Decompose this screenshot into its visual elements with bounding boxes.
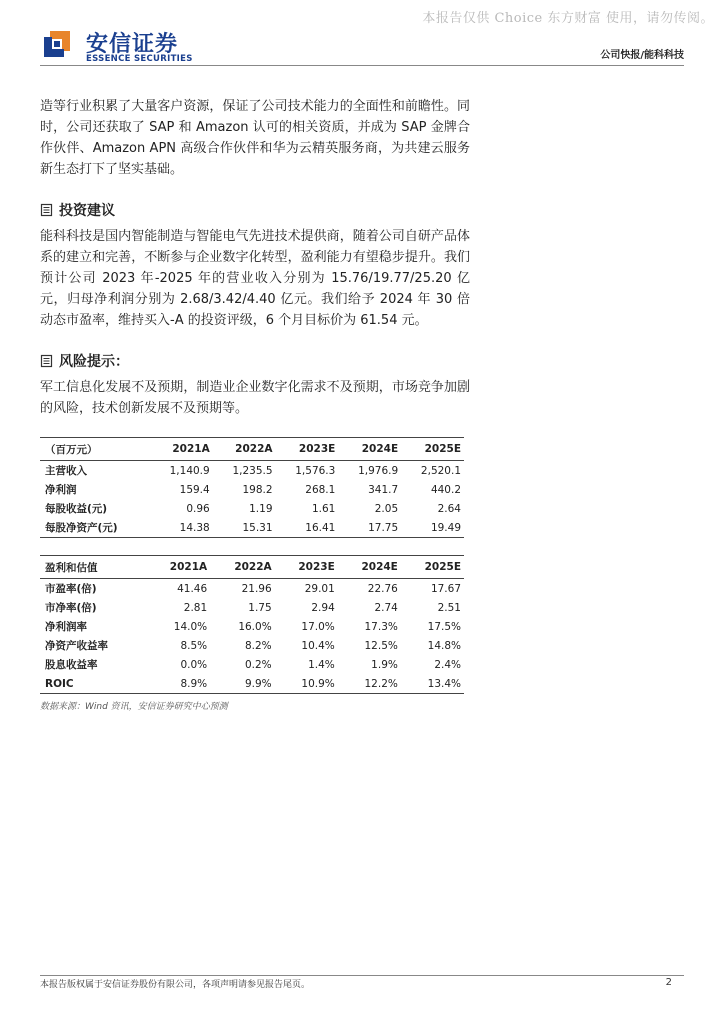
- table-cell: 22.76: [367, 582, 398, 595]
- table-cell: 2.05: [374, 502, 399, 515]
- table-header-cell: 2022A: [213, 438, 276, 461]
- table-cell: 2.64: [437, 502, 461, 515]
- table-cell: 0.2%: [244, 658, 272, 671]
- table-cell: 1.75: [248, 601, 272, 614]
- table-cell: 14.38: [150, 518, 213, 538]
- brand-name-cn: 安信证券: [86, 32, 179, 57]
- table-cell: 1,140.9: [169, 464, 210, 477]
- table-cell: 2,520.1: [420, 464, 461, 477]
- table-cell: 1.19: [249, 502, 273, 515]
- table-cell: 341.7: [368, 483, 399, 496]
- table-row: [40, 518, 464, 538]
- table-row: [40, 674, 464, 694]
- table-cell: 1.61: [311, 502, 336, 515]
- table-cell: 17.3%: [364, 620, 398, 633]
- row-label: 净利润率: [45, 621, 87, 633]
- logo-mark-icon: [40, 27, 74, 61]
- table-row: [40, 598, 464, 617]
- table-cell: 14.8%: [427, 639, 461, 652]
- header-divider: [40, 65, 684, 66]
- table-header-cell: （百万元）: [40, 438, 150, 461]
- table-cell: 17.75: [338, 518, 401, 538]
- table-header-cell: 2021A: [146, 556, 211, 579]
- table-cell: 16.0%: [238, 620, 272, 633]
- page-number: 2: [665, 977, 672, 988]
- table-header-cell: 2023E: [275, 556, 338, 579]
- table-cell: 1.4%: [308, 658, 335, 671]
- table-cell: 8.5%: [180, 639, 208, 652]
- source-note: 数据来源：Wind 资讯，安信证券研究中心预测: [40, 702, 228, 712]
- table-cell: 12.5%: [364, 639, 398, 652]
- table-cell: 9.9%: [210, 674, 275, 694]
- table-header-cell: 2024E: [338, 556, 401, 579]
- table-header-cell: 2022A: [210, 556, 275, 579]
- table-row: [40, 499, 464, 518]
- table-cell: 1,235.5: [232, 464, 273, 477]
- investment-section-title: [40, 200, 470, 220]
- table-cell: 1,576.3: [295, 464, 336, 477]
- row-label: 净资产收益率: [45, 640, 108, 652]
- table-cell: 0.96: [186, 502, 210, 515]
- table-cell: 17.67: [430, 582, 461, 595]
- row-label: 股息收益率: [45, 659, 98, 671]
- table-row: [40, 579, 464, 599]
- financial-summary-table: [40, 437, 464, 538]
- report-type: 公司快报/能科科技: [600, 50, 684, 61]
- table-cell: 21.96: [241, 582, 272, 595]
- brand-name-en: ESSENCE SECURITIES: [86, 54, 193, 64]
- table-header-cell: 2025E: [401, 438, 464, 461]
- table-cell: 2.81: [183, 601, 208, 614]
- table-cell: 12.2%: [338, 674, 401, 694]
- table-cell: 159.4: [179, 483, 210, 496]
- table-cell: 2.94: [311, 601, 335, 614]
- table-cell: 268.1: [305, 483, 336, 496]
- table-cell: 10.4%: [301, 639, 335, 652]
- table-cell: 19.49: [401, 518, 464, 538]
- investment-title-text: 投资建议: [59, 203, 115, 219]
- row-label: 主营收入: [45, 465, 87, 477]
- risk-section-title: [40, 351, 470, 371]
- table-cell: 41.46: [177, 582, 208, 595]
- table-cell: 2.4%: [434, 658, 461, 671]
- table-header-cell: 2023E: [276, 438, 339, 461]
- investment-paragraph: 能科科技是国内智能制造与智能电气先进技术提供商，随着公司自研产品体系的建立和完善，不断参与企业数字化转型，盈利能力有望稳步提升。我们预计公司 2023 年-2025 年的营业收入分别为 15.76/19.77/25.20 亿元，归母净利润分别为 2.68/3.42/4.40 亿元。我们给予 2024 年 30 倍动态市盈率，维持买入-A 的投资评级，6 个月目标价为 61.54 元。: [40, 229, 470, 328]
- intro-paragraph: 造等行业积累了大量客户资源，保证了公司技术能力的全面性和前瞻性。同时，公司还获取了 SAP 和 Amazon 认可的相关资质，并成为 SAP 金牌合作伙伴、Amazon APN 高级合作伙伴和华为云精英服务商，为共建云服务新生态打下了坚实基础。: [40, 99, 470, 177]
- table-cell: 14.0%: [173, 620, 208, 633]
- table-cell: 198.2: [242, 483, 273, 496]
- table-header-row: [40, 438, 464, 461]
- table-row: [40, 461, 464, 481]
- table-cell: 440.2: [430, 483, 461, 496]
- table-cell: 16.41: [276, 518, 339, 538]
- row-label: 市盈率(倍): [45, 583, 97, 595]
- brand-logo: [40, 27, 240, 63]
- table-row: [40, 480, 464, 499]
- table-header-row: [40, 556, 464, 579]
- table-cell: 2.51: [437, 601, 461, 614]
- table-cell: 13.4%: [401, 674, 464, 694]
- table-header-cell: 2025E: [401, 556, 464, 579]
- table-cell: 10.9%: [275, 674, 338, 694]
- main-content: [40, 96, 470, 712]
- table-cell: 17.5%: [427, 620, 461, 633]
- table-header-cell: 2024E: [338, 438, 401, 461]
- table-cell: 0.0%: [180, 658, 208, 671]
- table-header-cell: 盈利和估值: [40, 556, 146, 579]
- table-row: [40, 636, 464, 655]
- table-cell: 15.31: [213, 518, 276, 538]
- table-cell: 2.74: [374, 601, 398, 614]
- watermark-text: 本报告仅供 Choice 东方财富 使用，请勿传阅。: [422, 11, 714, 26]
- document-icon: [40, 203, 54, 217]
- row-label: 每股净资产(元): [40, 518, 150, 538]
- row-label: 每股收益(元): [45, 503, 108, 515]
- row-label: ROIC: [40, 674, 146, 694]
- row-label: 净利润: [45, 484, 77, 496]
- table-row: [40, 617, 464, 636]
- footer-divider: [40, 975, 684, 976]
- document-icon: [40, 354, 54, 368]
- table-cell: 17.0%: [301, 620, 335, 633]
- table-cell: 8.9%: [146, 674, 211, 694]
- risk-title-text: 风险提示：: [59, 354, 129, 370]
- table-cell: 1,976.9: [358, 464, 399, 477]
- table-cell: 29.01: [304, 582, 335, 595]
- table-row: [40, 655, 464, 674]
- table-cell: 8.2%: [244, 639, 272, 652]
- table-header-cell: 2021A: [150, 438, 213, 461]
- row-label: 市净率(倍): [45, 602, 97, 614]
- footer-disclaimer: 本报告版权属于安信证券股份有限公司，各项声明请参见报告尾页。: [40, 980, 311, 990]
- table-cell: 1.9%: [371, 658, 398, 671]
- risk-paragraph: 军工信息化发展不及预期，制造业企业数字化需求不及预期，市场竞争加剧的风险，技术创新发展不及预期等。: [40, 380, 470, 416]
- valuation-table: [40, 555, 464, 694]
